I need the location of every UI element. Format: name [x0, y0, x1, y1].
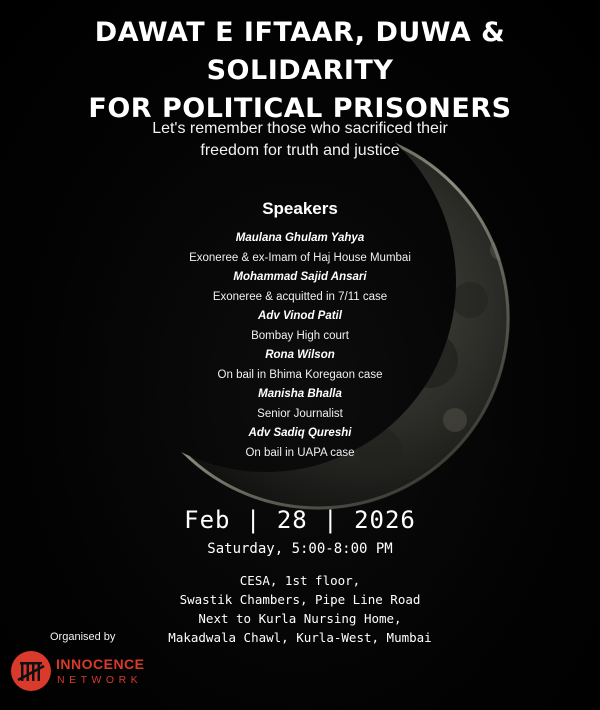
- speakers-list: [0, 229, 600, 463]
- speaker-role: Bombay High court: [251, 329, 349, 342]
- speaker-role: Senior Journalist: [257, 407, 343, 420]
- tagline-line: freedom for truth and justice: [200, 142, 400, 159]
- organiser-subname: NETWORK: [57, 674, 143, 686]
- event-title: [0, 14, 600, 128]
- event-time: Saturday, 5:00-8:00 PM: [207, 541, 393, 557]
- venue-address: [150, 571, 450, 647]
- organiser-name: INNOCENCE: [56, 656, 145, 672]
- venue-line: Makadwala Chawl, Kurla-West, Mumbai: [168, 630, 432, 645]
- speaker-name: Adv Vinod Patil: [258, 310, 342, 322]
- speaker-name: Maulana Ghulam Yahya: [235, 232, 365, 244]
- venue-line: Swastik Chambers, Pipe Line Road: [179, 592, 421, 607]
- speakers-heading: Speakers: [262, 199, 338, 218]
- title-line: DAWAT E IFTAAR, DUWA & SOLIDARITY: [94, 17, 506, 86]
- prison-bars-logo-icon: [10, 650, 52, 692]
- speaker-role: Exoneree & ex-Imam of Haj House Mumbai: [189, 251, 411, 264]
- venue-line: CESA, 1st floor,: [239, 573, 361, 588]
- venue-line: Next to Kurla Nursing Home,: [198, 611, 402, 626]
- organised-by-label: Organised by: [50, 631, 116, 643]
- speaker-role: Exoneree & acquitted in 7/11 case: [212, 290, 388, 303]
- speaker-role: On bail in Bhima Koregaon case: [217, 368, 383, 381]
- event-date: Feb | 28 | 2026: [184, 506, 416, 534]
- speaker-name: Mohammad Sajid Ansari: [233, 271, 367, 283]
- tagline: [0, 118, 600, 162]
- speaker-name: Rona Wilson: [265, 349, 335, 361]
- speaker-name: Adv Sadiq Qureshi: [248, 427, 352, 439]
- tagline-line: Let's remember those who sacrificed their: [152, 120, 448, 137]
- title-line: FOR POLITICAL PRISONERS: [88, 93, 512, 124]
- speaker-role: On bail in UAPA case: [245, 446, 355, 459]
- speaker-name: Manisha Bhalla: [258, 388, 342, 400]
